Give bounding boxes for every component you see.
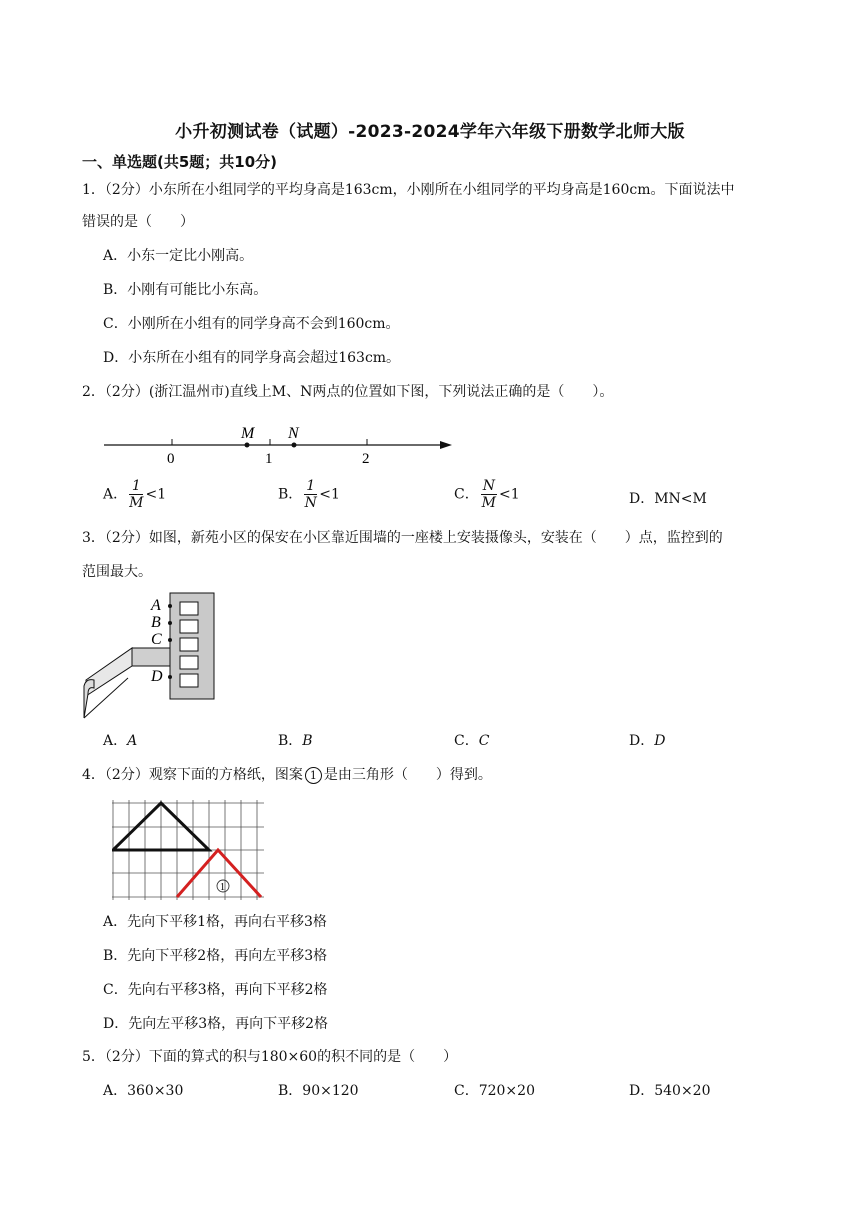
q4-option-d[interactable]: D．先向左平移3格，再向下平移2格 bbox=[103, 1016, 329, 1032]
q4-option-b[interactable]: B．先向下平移2格，再向左平移3格 bbox=[103, 948, 328, 964]
q5-option-d[interactable]: D．540×20 bbox=[629, 1083, 711, 1099]
q1-option-b[interactable]: B．小刚有可能比小东高。 bbox=[103, 282, 268, 298]
wall-side bbox=[132, 648, 170, 666]
point-b bbox=[168, 621, 172, 625]
grid-figure bbox=[112, 800, 264, 900]
q5-stem: 5．（2分）下面的算式的积与180×60的积不同的是（ ） bbox=[82, 1049, 458, 1065]
window bbox=[180, 620, 198, 633]
q3-option-c[interactable]: C．C bbox=[454, 733, 490, 749]
q1-stem-line1: 1．（2分）小东所在小组同学的平均身高是163cm，小刚所在小组同学的平均身高是160cm。下面说法中 bbox=[82, 182, 735, 198]
q2-option-c-fraction: $\frac{N}{M}$ bbox=[481, 478, 497, 511]
q1-option-c[interactable]: C．小刚所在小组有的同学身高不会到160cm。 bbox=[103, 316, 400, 332]
grid-label: 1 bbox=[220, 882, 225, 893]
q2-option-a[interactable] bbox=[103, 478, 166, 511]
window bbox=[180, 674, 198, 687]
building-camera-figure bbox=[80, 590, 230, 722]
q2-option-a-fraction: $\frac{1}{M}$ bbox=[129, 478, 144, 511]
point-m bbox=[245, 443, 250, 448]
q2-option-c[interactable] bbox=[454, 478, 520, 511]
q1-option-a[interactable]: A．小东一定比小刚高。 bbox=[103, 248, 254, 264]
q1-stem-line2: 错误的是（ ） bbox=[82, 214, 194, 230]
tick-label-1: 1 bbox=[265, 451, 273, 467]
q4-stem: 4．（2分）观察下面的方格纸，图案 1 是由三角形（ ）得到。 bbox=[82, 767, 492, 783]
q3-option-b[interactable]: B．B bbox=[278, 733, 313, 749]
label-d: D bbox=[151, 668, 163, 685]
circled-number-icon: 1 bbox=[305, 767, 322, 784]
label-n: N bbox=[288, 425, 299, 442]
tick-label-2: 2 bbox=[362, 451, 370, 467]
wall-top bbox=[86, 648, 132, 696]
point-c bbox=[168, 638, 172, 642]
window bbox=[180, 638, 198, 651]
point-d bbox=[168, 675, 172, 679]
q3-option-d[interactable]: D．D bbox=[629, 733, 666, 749]
label-b: B bbox=[151, 614, 161, 631]
q2-option-b[interactable] bbox=[278, 478, 340, 511]
q2-option-b-fraction: $\frac{1}{N}$ bbox=[304, 478, 317, 511]
point-a bbox=[168, 604, 172, 608]
label-a: A bbox=[151, 597, 161, 614]
arrow-head-icon bbox=[440, 441, 452, 449]
q2-option-c-suffix: <1 bbox=[498, 486, 520, 503]
q3-option-a[interactable]: A．A bbox=[103, 733, 138, 749]
window bbox=[180, 656, 198, 669]
q2-option-b-suffix: <1 bbox=[319, 486, 340, 503]
q1-option-d[interactable]: D．小东所在小组有的同学身高会超过163cm。 bbox=[103, 350, 401, 366]
q3-stem-line2: 范围最大。 bbox=[82, 564, 152, 580]
q2-option-d[interactable]: D．MN<M bbox=[629, 491, 707, 507]
q2-option-a-prefix: A． bbox=[103, 486, 128, 503]
q3-stem-line1: 3．（2分）如图，新苑小区的保安在小区靠近围墙的一座楼上安装摄像头，安装在（ ）点，监控到的 bbox=[82, 530, 723, 546]
point-n bbox=[292, 443, 297, 448]
label-m: M bbox=[241, 425, 255, 442]
window bbox=[180, 602, 198, 615]
q4-option-a[interactable]: A．先向下平移1格，再向右平移3格 bbox=[103, 914, 327, 930]
q2-option-a-suffix: <1 bbox=[145, 486, 167, 503]
section-heading: 一、单选题(共5题；共10分) bbox=[82, 153, 278, 171]
wall-end bbox=[84, 680, 94, 718]
label-c: C bbox=[151, 631, 162, 648]
q2-option-c-prefix: C． bbox=[454, 486, 479, 503]
q5-option-c[interactable]: C．720×20 bbox=[454, 1083, 535, 1099]
page-title: 小升初测试卷（试题）-2023-2024学年六年级下册数学北师大版 bbox=[175, 122, 685, 142]
q5-option-a[interactable]: A．360×30 bbox=[103, 1083, 184, 1099]
tick-label-0: 0 bbox=[167, 451, 175, 467]
q2-stem: 2．（2分）(浙江温州市)直线上M、N两点的位置如下图，下列说法正确的是（ ）。 bbox=[82, 384, 614, 400]
q4-option-c[interactable]: C．先向右平移3格，再向下平移2格 bbox=[103, 982, 328, 998]
q2-option-b-prefix: B． bbox=[278, 486, 303, 503]
number-line-figure bbox=[100, 418, 460, 468]
q5-option-b[interactable]: B．90×120 bbox=[278, 1083, 359, 1099]
